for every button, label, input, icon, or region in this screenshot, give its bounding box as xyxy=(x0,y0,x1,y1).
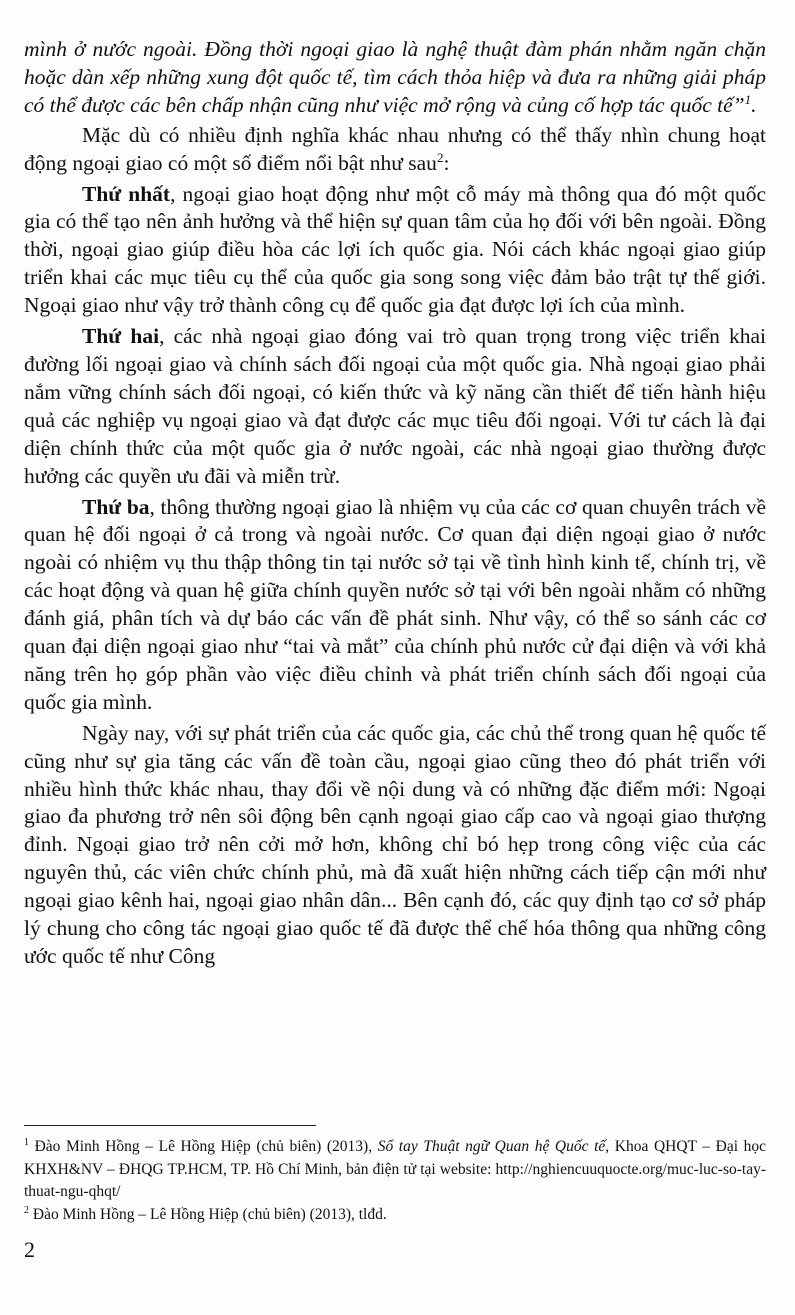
lead-second: Thứ hai xyxy=(82,324,160,349)
paragraph-general: Mặc dù có nhiều định nghĩa khác nhau nhưng có thể thấy nhìn chung hoạt động ngoại giao có một số điểm nổi bật như sau$^2$: xyxy=(24,122,766,175)
footnote-ref-2[interactable]: 2 xyxy=(436,149,444,165)
paragraph-first: Thứ nhất, ngoại giao hoạt động như một cỗ máy mà thông qua đó một quốc gia có thể tạo nên ảnh hưởng và thể hiện sự quan tâm của họ đối với bên ngoài. Đồng thời, ngoại giao giúp điều hòa các lợi ích quốc gia. Nói cách khác ngoại giao giúp triển khai các mục tiêu cụ thể của quốc gia song song việc đảm bảo trật tự thế giới. Ngoại giao như vậy trở thành công cụ để quốc gia đạt được lợi ích của mình. xyxy=(24,181,766,318)
footnote-ref-1[interactable]: 1 xyxy=(744,91,752,107)
footnote-2: $^2$ Đào Minh Hồng – Lê Hồng Hiệp (chủ biên) (2013), tlđd. xyxy=(24,1204,387,1223)
paragraph-intro: mình ở nước ngoài. Đồng thời ngoại giao là nghệ thuật đàm phán nhằm ngăn chặn hoặc dàn xếp những xung đột quốc tế, tìm cách thỏa hiệp và đưa ra những giải pháp có thể được các bên chấp nhận cũng như việc mở rộng và củng cố hợp tác quốc tế”$^1$. xyxy=(24,37,766,117)
lead-third: Thứ ba xyxy=(82,494,150,519)
page-number: 2 xyxy=(24,1237,35,1262)
lead-first: Thứ nhất xyxy=(82,181,171,206)
footnotes xyxy=(24,1136,766,1226)
footnote-divider xyxy=(24,1125,316,1126)
footnote-1-title: Sổ tay Thuật ngữ Quan hệ Quốc tế xyxy=(377,1138,606,1155)
paragraph-third: Thứ ba, thông thường ngoại giao là nhiệm vụ của các cơ quan chuyên trách về quan hệ đối ngoại ở cả trong và ngoài nước. Cơ quan đại diện ngoại giao ở nước ngoài có nhiệm vụ thu thập thông tin tại nước sở tại về tình hình kinh tế, chính trị, về các hoạt động và quan hệ giữa chính quyền nước sở tại với bên ngoài nhằm có những đánh giá, phân tích và dự báo các vấn đề phát sinh. Như vậy, có thể so sánh các cơ quan đại diện ngoại giao như “tai và mắt” của chính phủ nước cử đại diện và với khả năng trên họ góp phần vào việc điều chỉnh và phát triển chính sách đối ngoại của quốc gia mình. xyxy=(24,494,766,714)
footnote-1: $^1$ Đào Minh Hồng – Lê Hồng Hiệp (chủ biên) (2013), Sổ tay Thuật ngữ Quan hệ Quốc tế, Khoa QHQT – Đại học KHXH&NV – ĐHQG TP.HCM, TP. Hồ Chí Minh, bản điện tử tại website: http://nghiencuuquocte.org/muc-luc-so-tay-thuat-ngu-qhqt/ xyxy=(24,1136,767,1200)
paragraph-second: Thứ hai, các nhà ngoại giao đóng vai trò quan trọng trong việc triển khai đường lối ngoại giao và chính sách đối ngoại của một quốc gia. Nhà ngoại giao phải nắm vững chính sách đối ngoại, có kiến thức và kỹ năng cần thiết để tiến hành hiệu quả các nghiệp vụ ngoại giao và đạt được các mục tiêu đối ngoại. Với tư cách là đại diện chính thức của một quốc gia ở nước ngoài, các nhà ngoại giao thường được hưởng các quyền ưu đãi và miễn trừ. xyxy=(24,324,766,488)
body-text xyxy=(24,36,766,974)
paragraph-today: Ngày nay, với sự phát triển của các quốc gia, các chủ thể trong quan hệ quốc tế cũng như sự gia tăng các vấn đề toàn cầu, ngoại giao cũng theo đó phát triển với nhiều hình thức khác nhau, thay đổi về nội dung và có những đặc điểm mới: Ngoại giao đa phương trở nên sôi động bên cạnh ngoại giao cấp cao và ngoại giao thượng đỉnh. Ngoại giao trở nên cởi mở hơn, không chỉ bó hẹp trong công việc của các nguyên thủ, các viên chức chính phủ, mà đã xuất hiện những cách tiếp cận mới như ngoại giao kênh hai, ngoại giao nhân dân... Bên cạnh đó, các quy định tạo cơ sở pháp lý chung cho công tác ngoại giao quốc tế đã được thể chế hóa thông qua những công ước quốc tế như Công xyxy=(24,720,766,968)
